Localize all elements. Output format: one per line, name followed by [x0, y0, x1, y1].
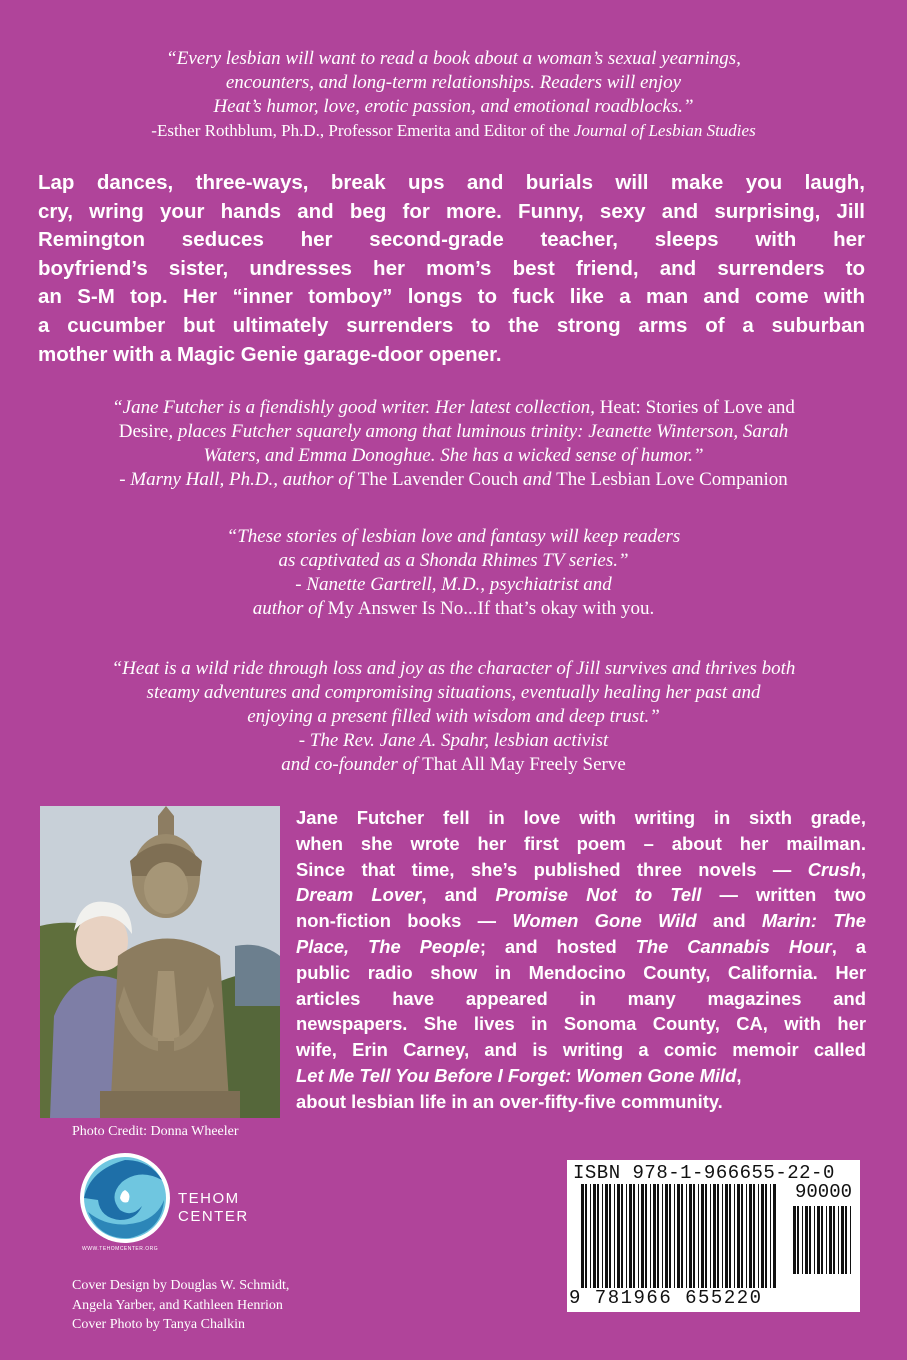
barcode-bar — [633, 1184, 635, 1288]
barcode-bar — [590, 1184, 591, 1288]
quote-attribution — [0, 597, 907, 621]
attribution-text: - Marny Hall, Ph.D., author of — [119, 469, 358, 490]
quote-line: “Heat is a wild ride through loss and joy as the character of Jill survives and thrives both — [111, 658, 796, 679]
barcode-bar — [710, 1184, 711, 1288]
quote-text: , places Futcher squarely among that luminous trinity: Jeanette Winterson, Sarah — [168, 421, 789, 442]
barcode-bar — [621, 1184, 623, 1288]
bio-text: , and — [421, 884, 496, 906]
quote-line — [0, 420, 907, 444]
barcode-bar — [641, 1184, 644, 1288]
credit-line: Cover Photo by Tanya Chalkin — [72, 1317, 245, 1332]
book-title: Promise Not to Tell — [495, 884, 702, 906]
barcode-bar — [713, 1184, 716, 1288]
bio-line: about lesbian life in an over-fifty-five community. — [296, 1090, 723, 1112]
bio-line: wife, Erin Carney, and is writing a comic memoir called — [296, 1039, 866, 1061]
quote-line: steamy adventures and compromising situations, eventually healing her past and — [146, 682, 761, 703]
barcode-bar — [734, 1184, 735, 1288]
quote-gartrell — [0, 525, 907, 621]
book-title: My Answer Is No...If that’s okay with you. — [327, 598, 655, 619]
bio-text: non-fiction books — — [296, 910, 513, 932]
barcode-bar — [701, 1184, 704, 1288]
barcode-bar — [674, 1184, 675, 1288]
quote-line: Heat’s humor, love, erotic passion, and emotional roadblocks.” — [213, 96, 694, 117]
price-addon-bars — [793, 1206, 853, 1274]
book-title: The Lesbian Love Companion — [556, 469, 788, 490]
barcode-bar — [638, 1184, 639, 1288]
cover-credits — [72, 1276, 289, 1335]
book-title: Women Gone Wild — [512, 910, 697, 932]
quote-line: Waters, and Emma Donoghue. She has a wicked sense of humor.” — [203, 445, 704, 466]
bio-line: Jane Futcher fell in love with writing in sixth grade, — [296, 807, 866, 828]
barcode-bar — [657, 1184, 659, 1288]
quote-line: enjoying a present filled with wisdom and deep trust.” — [247, 706, 660, 727]
barcode-bar — [581, 1184, 584, 1288]
attribution-text: -Esther Rothblum, Ph.D., Professor Emerita and Editor of the — [151, 121, 574, 140]
quote-attribution: - Nanette Gartrell, M.D., psychiatrist and — [295, 574, 612, 595]
barcode-bar — [761, 1184, 764, 1288]
bio-text: , — [860, 858, 866, 880]
bio-line: articles have appeared in many magazines and — [296, 987, 866, 1009]
bio-text: Since that time, she’s published three novels — — [296, 858, 808, 880]
barcode-bar — [677, 1184, 680, 1288]
barcode-bar — [662, 1184, 663, 1288]
barcode-bar — [749, 1184, 752, 1288]
quote-spahr — [0, 657, 907, 777]
isbn-label: ISBN 978-1-966655-22-0 — [573, 1162, 835, 1184]
barcode-bar — [698, 1184, 699, 1288]
book-title: Marin: The — [761, 910, 866, 932]
barcode-bar — [797, 1206, 799, 1274]
quote-rothblum — [0, 47, 907, 143]
barcode-bar — [669, 1184, 671, 1288]
barcode-bar — [833, 1206, 835, 1274]
barcode-bar — [725, 1184, 728, 1288]
blurb-line: cry, wring your hands and beg for more. Funny, sexy and surprising, Jill — [38, 199, 865, 223]
photo-credit: Photo Credit: Donna Wheeler — [72, 1124, 239, 1139]
barcode-bar — [693, 1184, 695, 1288]
bio-line — [296, 1063, 866, 1089]
author-bio — [296, 805, 866, 1115]
barcode-bar — [741, 1184, 743, 1288]
barcode-bar — [845, 1206, 847, 1274]
barcode-bar — [765, 1184, 767, 1288]
barcode-bar — [802, 1206, 803, 1274]
journal-title: Journal of Lesbian Studies — [573, 121, 756, 140]
barcode-bar — [829, 1206, 832, 1274]
show-title: The Cannabis Hour — [635, 935, 832, 957]
quote-attribution: - The Rev. Jane A. Spahr, lesbian activist — [298, 730, 609, 751]
publisher-logo — [70, 1150, 290, 1260]
barcode-bar — [817, 1206, 820, 1274]
quote-attribution — [0, 468, 907, 492]
bio-line — [296, 882, 866, 908]
blurb-line: mother with a Magic Genie garage-door opener. — [38, 342, 502, 366]
book-title: Heat: Stories of Love and — [599, 397, 795, 418]
ean-bars — [581, 1184, 777, 1288]
bio-line — [296, 857, 866, 883]
bio-text: , a — [831, 935, 866, 957]
bio-text: ; and hosted — [479, 935, 636, 957]
bio-line — [296, 908, 866, 934]
credit-line: Cover Design by Douglas W. Schmidt, — [72, 1278, 290, 1293]
book-title: Place, The People — [296, 935, 480, 957]
author-photo — [40, 806, 280, 1118]
logo-text — [178, 1190, 249, 1226]
barcode-bar — [653, 1184, 656, 1288]
ean-digits: 9 781966 655220 — [569, 1287, 763, 1309]
bio-text: and — [696, 910, 762, 932]
barcode-bar — [605, 1184, 608, 1288]
quote-line: encounters, and long-term relationships. Readers will enjoy — [225, 72, 682, 93]
blurb-line: a cucumber but ultimately surrenders to the strong arms of a suburban — [38, 313, 865, 337]
barcode-bar — [705, 1184, 707, 1288]
book-blurb — [38, 169, 865, 369]
barcode-bar — [614, 1184, 615, 1288]
barcode-bar — [593, 1184, 596, 1288]
attribution-text: author of — [252, 598, 328, 619]
barcode-bar — [729, 1184, 731, 1288]
quote-line: “Every lesbian will want to read a book about a woman’s sexual yearnings, — [166, 48, 741, 69]
quote-attribution — [0, 753, 907, 777]
barcode-bar — [737, 1184, 740, 1288]
barcode-bar — [793, 1206, 796, 1274]
barcode-bar — [681, 1184, 683, 1288]
barcode-bar — [722, 1184, 723, 1288]
barcode-bar — [585, 1184, 587, 1288]
bio-line — [296, 934, 866, 960]
bio-line: public radio show in Mendocino County, California. Her — [296, 961, 866, 983]
book-title: Dream Lover — [296, 884, 422, 906]
credit-line: Angela Yarber, and Kathleen Henrion — [72, 1297, 283, 1313]
barcode-bar — [805, 1206, 808, 1274]
barcode-bar — [814, 1206, 815, 1274]
attribution-text: and — [518, 469, 557, 490]
barcode-bar — [758, 1184, 759, 1288]
bio-text: , — [736, 1064, 742, 1086]
book-title: The Lavender Couch — [357, 469, 519, 490]
barcode-bar — [838, 1206, 839, 1274]
bio-text: — written two — [701, 884, 866, 906]
barcode-bar — [665, 1184, 668, 1288]
barcode-bar — [689, 1184, 692, 1288]
barcode-bar — [686, 1184, 687, 1288]
barcode-bar — [617, 1184, 620, 1288]
isbn-barcode — [567, 1160, 860, 1312]
barcode-bar — [602, 1184, 603, 1288]
barcode-bar — [645, 1184, 647, 1288]
barcode-bar — [626, 1184, 627, 1288]
barcode-bar — [826, 1206, 827, 1274]
quote-hall — [0, 396, 907, 492]
quote-line — [0, 396, 907, 420]
quote-text: “Jane Futcher is a fiendishly good writer. Her latest collection, — [112, 397, 600, 418]
logo-url: WWW.TEHOMCENTER.ORG — [82, 1246, 159, 1252]
barcode-bar — [773, 1184, 776, 1288]
quote-line: as captivated as a Shonda Rhimes TV series.” — [278, 550, 629, 571]
blurb-line: an S-M top. Her “inner tomboy” longs to fuck like a man and come with — [38, 285, 865, 309]
barcode-bar — [629, 1184, 632, 1288]
blurb-line: boyfriend’s sister, undresses her mom’s best friend, and surrenders to — [38, 256, 865, 280]
quote-attribution — [0, 119, 907, 143]
book-title: Desire — [118, 421, 169, 442]
barcode-bar — [850, 1206, 851, 1274]
logo-line: CENTER — [178, 1208, 249, 1225]
price-code: 90000 — [795, 1181, 853, 1203]
barcode-bar — [753, 1184, 755, 1288]
barcode-bar — [841, 1206, 844, 1274]
book-title: Crush — [807, 858, 861, 880]
attribution-text: and co-founder of — [281, 754, 423, 775]
barcode-bar — [770, 1184, 771, 1288]
book-title: Let Me Tell You Before I Forget: Women Gone Mild — [296, 1064, 737, 1086]
organization-title: That All May Freely Serve — [422, 754, 626, 775]
barcode-bar — [821, 1206, 823, 1274]
barcode-bar — [609, 1184, 611, 1288]
barcode-bar — [650, 1184, 651, 1288]
barcode-bar — [746, 1184, 747, 1288]
bio-line: newspapers. She lives in Sonoma County, CA, with her — [296, 1013, 866, 1035]
blurb-line: Remington seduces her second-grade teacher, sleeps with her — [38, 228, 865, 252]
barcode-bar — [809, 1206, 811, 1274]
author-with-statue-image — [40, 806, 280, 1118]
blurb-line: Lap dances, three-ways, break ups and burials will make you laugh, — [38, 171, 865, 194]
barcode-bar — [597, 1184, 599, 1288]
logo-line: TEHOM — [178, 1190, 240, 1207]
bio-line: when she wrote her first poem – about her mailman. — [296, 832, 866, 854]
quote-line: “These stories of lesbian love and fantasy will keep readers — [226, 526, 681, 547]
barcode-bar — [717, 1184, 719, 1288]
